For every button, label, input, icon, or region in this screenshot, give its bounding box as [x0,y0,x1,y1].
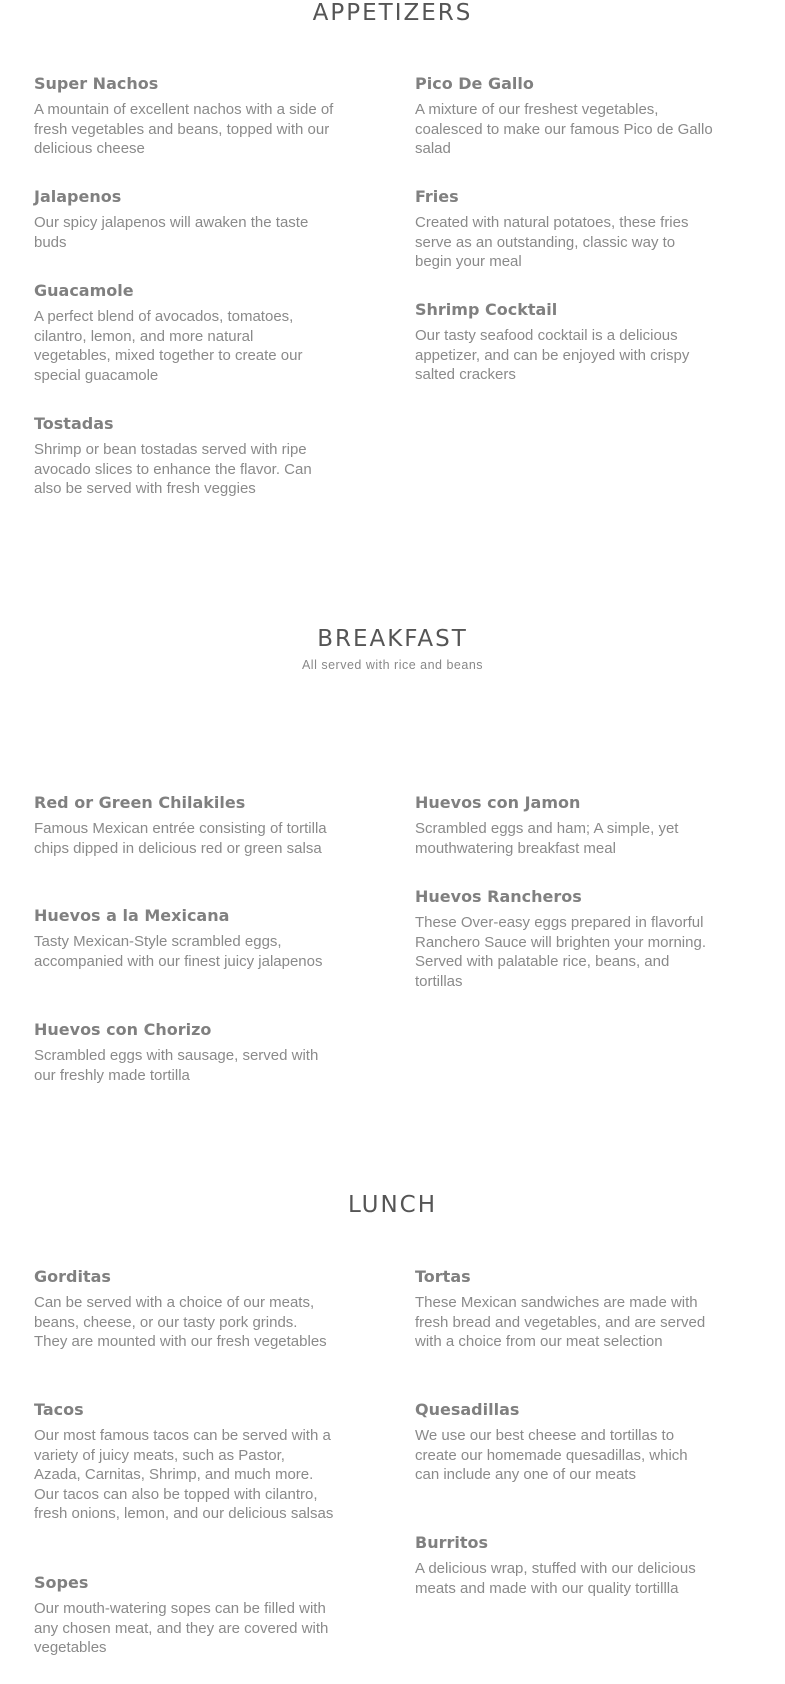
item-name: Gorditas [34,1267,111,1286]
menu-item-chilakiles [34,793,334,858]
item-name: Pico De Gallo [415,74,534,93]
item-name: Guacamole [34,281,134,300]
item-name: Super Nachos [34,74,159,93]
breakfast-subtitle: All served with rice and beans [301,658,484,672]
menu-item-jalapenos [34,187,334,252]
item-description: Scrambled eggs and ham; A simple, yet mouthwatering breakfast meal [415,820,679,857]
item-name: Quesadillas [415,1400,520,1419]
item-description: Our tasty seafood cocktail is a delicious appetizer, and can be enjoyed with crispy salted crackers [415,327,690,383]
item-name: Sopes [34,1573,89,1592]
item-name: Fries [415,187,459,206]
item-name: Tortas [415,1267,471,1286]
item-description: These Over-easy eggs prepared in flavorful Ranchero Sauce will brighten your morning. Served with palatable rice, beans, and tortillas [415,914,706,990]
item-description: A delicious wrap, stuffed with our delicious meats and made with our quality tortillla [415,1560,696,1597]
item-name: Jalapenos [34,187,122,206]
appetizers-title: APPETIZERS [312,0,473,26]
item-description: Scrambled eggs with sausage, served with our freshly made tortilla [34,1047,319,1084]
item-name: Shrimp Cocktail [415,300,558,319]
item-description: These Mexican sandwiches are made with fresh bread and vegetables, and are served with a choice from our meat selection [415,1294,706,1350]
menu-item-tostadas [34,414,334,499]
menu-item-huevos-rancheros [415,887,715,991]
item-name: Burritos [415,1533,489,1552]
item-name: Huevos a la Mexicana [34,906,230,925]
menu-item-fries [415,187,715,272]
menu-item-shrimp-cocktail [415,300,715,385]
item-name: Tostadas [34,414,114,433]
lunch-title: LUNCH [347,1192,438,1218]
item-description: A mixture of our freshest vegetables, coalesced to make our famous Pico de Gallo salad [415,101,713,157]
item-name: Red or Green Chilakiles [34,793,246,812]
item-description: Shrimp or bean tostadas served with ripe avocado slices to enhance the flavor. Can also be served with fresh veggies [34,441,312,497]
item-name: Huevos Rancheros [415,887,582,906]
item-description: Our most famous tacos can be served with a variety of juicy meats, such as Pastor, Azada, Carnitas, Shrimp, and much more. Our tacos can also be topped with cilantro, fresh onions, lemon, and our delicious salsas [34,1427,334,1522]
menu-item-huevos-con-chorizo [34,1020,334,1085]
menu-item-huevos-a-la-mexicana [34,906,334,971]
item-name: Tacos [34,1400,84,1419]
menu-item-tacos [34,1400,334,1524]
item-description: Tasty Mexican-Style scrambled eggs, accompanied with our finest juicy jalapenos [34,933,323,970]
menu-item-quesadillas [415,1400,715,1485]
menu-item-gorditas [34,1267,334,1352]
item-description: A perfect blend of avocados, tomatoes, cilantro, lemon, and more natural vegetables, mixed together to create our special guacamole [34,308,303,384]
item-description: Famous Mexican entrée consisting of tortilla chips dipped in delicious red or green salsa [34,820,327,857]
menu-item-huevos-con-jamon [415,793,715,858]
menu-item-sopes [34,1573,334,1658]
menu-item-tortas [415,1267,715,1352]
item-description: Our mouth-watering sopes can be filled with any chosen meat, and they are covered with vegetables [34,1600,329,1656]
menu-item-burritos [415,1533,715,1598]
item-description: Created with natural potatoes, these fries serve as an outstanding, classic way to begin your meal [415,214,689,270]
breakfast-title: BREAKFAST [317,626,468,652]
menu-item-pico-de-gallo [415,74,715,159]
item-description: Can be served with a choice of our meats, beans, cheese, or our tasty pork grinds. They are mounted with our fresh vegetables [34,1294,327,1350]
item-name: Huevos con Jamon [415,793,581,812]
menu-item-super-nachos [34,74,334,159]
item-description: Our spicy jalapenos will awaken the taste buds [34,214,309,251]
item-name: Huevos con Chorizo [34,1020,212,1039]
item-description: A mountain of excellent nachos with a side of fresh vegetables and beans, topped with our delicious cheese [34,101,334,157]
menu-item-guacamole [34,281,334,385]
item-description: We use our best cheese and tortillas to create our homemade quesadillas, which can include any one of our meats [415,1427,688,1483]
